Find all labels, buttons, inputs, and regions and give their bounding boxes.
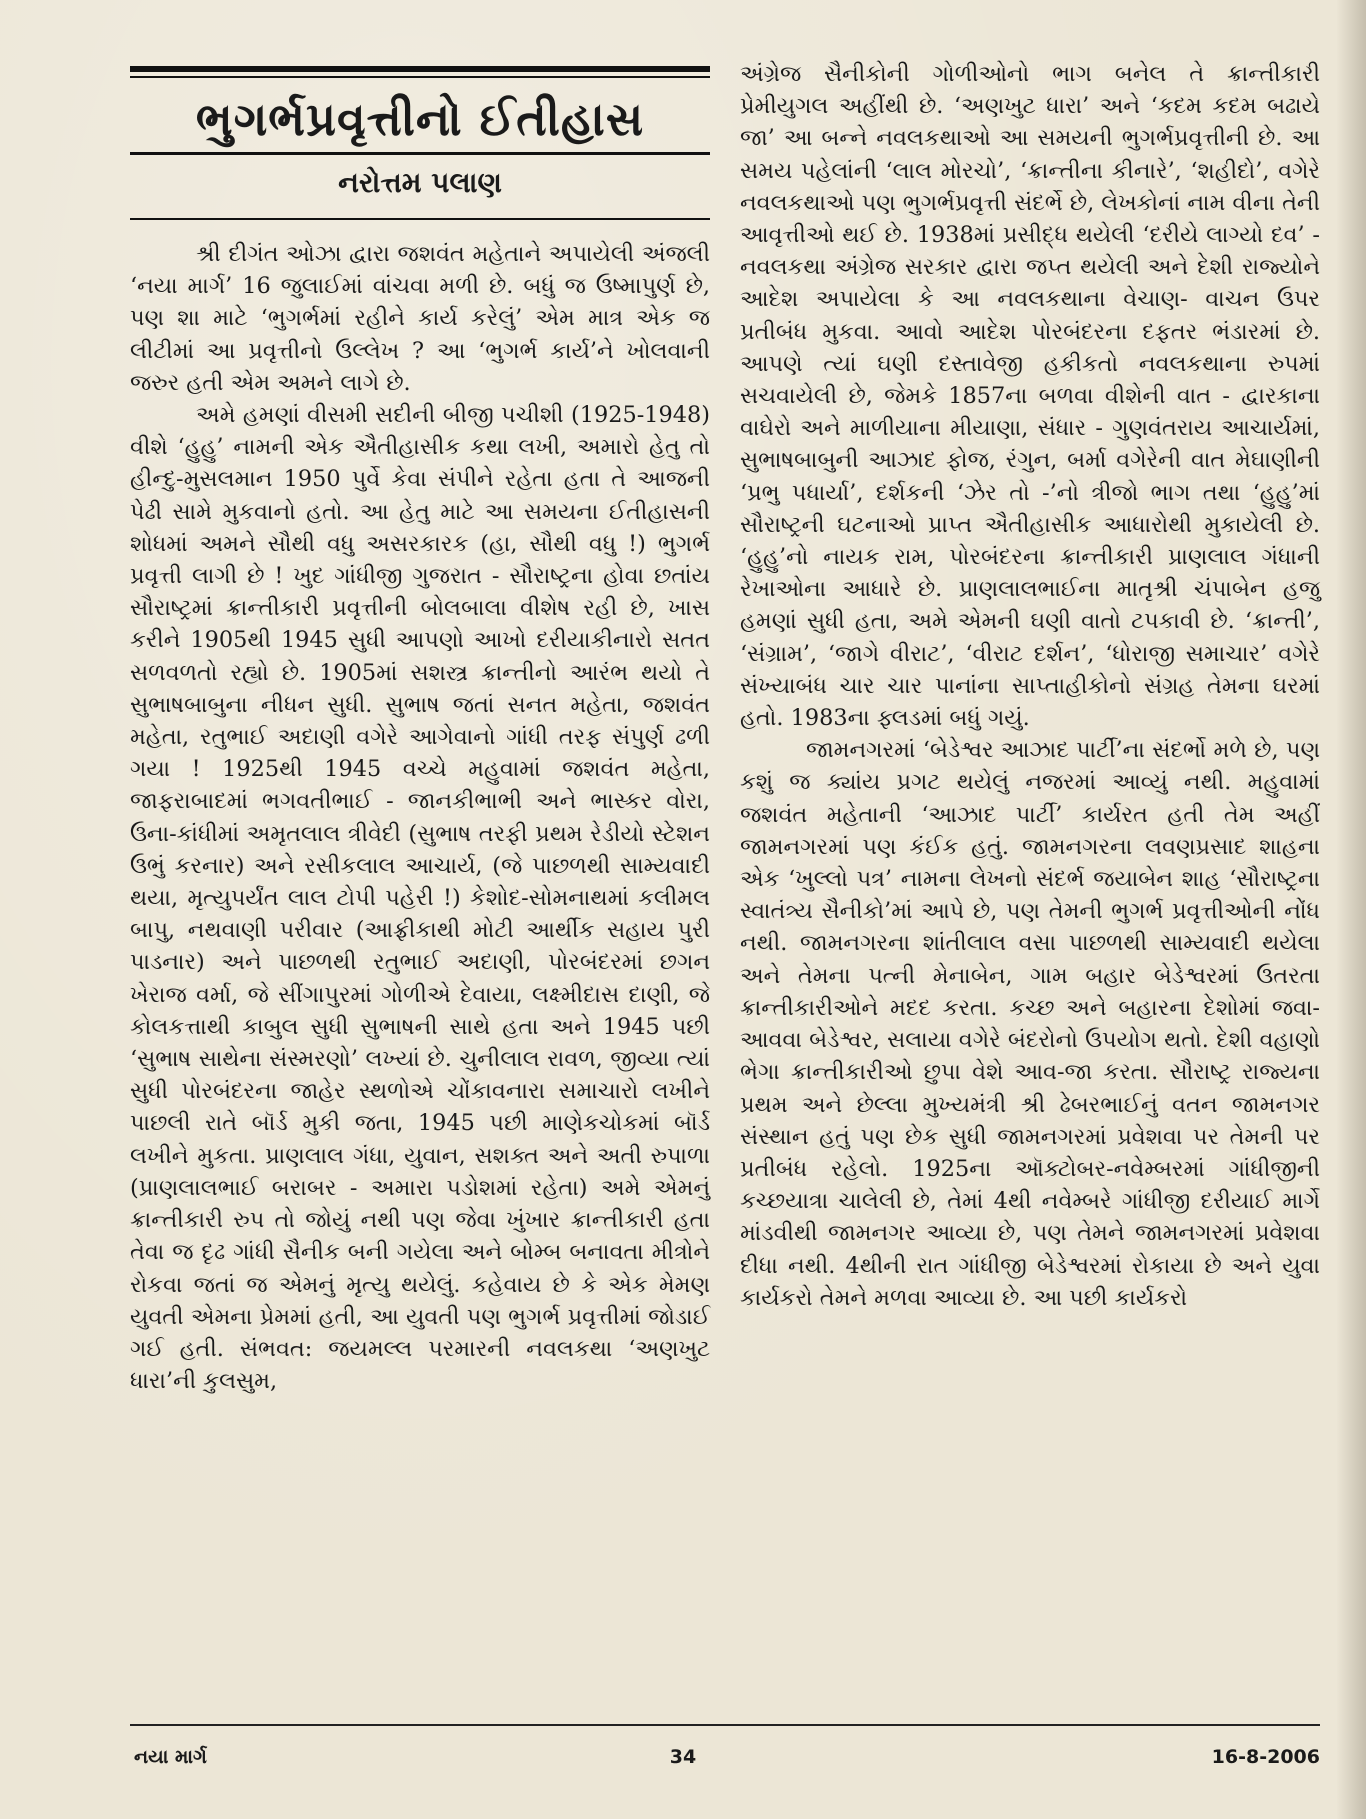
paragraph: અંગ્રેજ સૈનીકોની ગોળીઓનો ભાગ બનેલ તે ક્રાન્તીકારી પ્રેમીયુગલ અહીંથી છે. ‘અણખુટ ધારા’ અને ‘કદમ કદમ બઢાયે જા’ આ બન્ને નવલકથાઓ આ સમયની ભુગર્ભપ્રવૃત્તીની છે. આ સમય પહેલાંની ‘લાલ મોરચો’, ‘ક્રાન્તીના કીનારે’, ‘શહીદો’, વગેરે નવલકથાઓ પણ ભુગર્ભપ્રવૃત્તી સંદર્ભે છે, લેખકોનાં નામ વીના તેની આવૃત્તીઓ થઈ છે. 1938માં પ્રસીદ્ધ થયેલી ‘દરીયે લાગ્યો દવ’ - નવલકથા અંગ્રેજ સરકાર દ્વારા જપ્ત થયેલી અને દેશી રાજ્યોને આદેશ અપાયેલા કે આ નવલકથાના વેચાણ- વાચન ઉપર પ્રતીબંધ મુકવા. આવો આદેશ પોરબંદરના દફતર ભંડારમાં છે. આપણે ત્યાં ઘણી દસ્તાવેજી હકીકતો નવલકથાના રુપમાં સચવાયેલી છે, જેમકે 1857ના બળવા વીશેની વાત - દ્વારકાના વાઘેરો અને માળીયાના મીયાણા, સંધાર - ગુણવંતરાય આચાર્યમાં, સુભાષબાબુની આઝાદ ફોજ, રંગુન, બર્મા વગેરેની વાત મેઘાણીની ‘પ્રભુ પધાર્યા’, દર્શકની ‘ઝેર તો -’નો ત્રીજો ભાગ તથા ‘હુહુ’માં સૌરાષ્ટ્રની ઘટનાઓ પ્રાપ્ત ઐતીહાસીક આધારોથી મુકાયેલી છે. ‘હુહુ’નો નાયક રામ, પોરબંદરના ક્રાન્તીકારી પ્રાણલાલ ગંધાની રેખાઓના આધારે છે. પ્રાણલાલભાઈના માતૃશ્રી ચંપાબેન હજુ હમણાં સુધી હતા, અમે એમની ઘણી વાતો ટપકાવી છે. ‘ક્રાન્તી’, ‘સંગ્રામ’, ‘જાગે વીરાટ’, ‘વીરાટ દર્શન’, ‘ધોરાજી સમાચાર’ વગેરે સંખ્યાબંધ ચાર ચાર પાનાંના સાપ્તાહીકોનો સંગ્રહ તેમના ઘરમાં હતો. 1983ના ફ્લડમાં બધું ગયું. <box>740 61 1320 732</box>
right-column <box>740 58 1320 1314</box>
page-edge-shadow <box>1336 0 1366 1819</box>
title-rule-top <box>130 66 710 72</box>
title-rule-top-thin <box>130 76 710 78</box>
article-author: નરોત્તમ પલાણ <box>338 166 502 199</box>
left-column <box>130 238 710 1397</box>
footer-publication: નયા માર્ગ <box>134 1746 207 1768</box>
footer-rule <box>130 1724 1320 1726</box>
paragraph: અમે હમણાં વીસમી સદીની બીજી પચીશી (1925-1948) વીશે ‘હુહુ’ નામની એક ઐતીહાસીક કથા લખી, અમારો હેતુ તો હીન્દુ-મુસલમાન 1950 પુર્વે કેવા સંપીને રહેતા હતા તે આજની પેઢી સામે મુકવાનો હતો. આ હેતુ માટે આ સમયના ઈતીહાસની શોધમાં અમને સૌથી વધુ અસરકારક (હા, સૌથી વધુ !) ભુગર્ભ પ્રવૃત્તી લાગી છે ! ખુદ ગાંધીજી ગુજરાત - સૌરાષ્ટ્રના હોવા છતાંય સૌરાષ્ટ્રમાં ક્રાન્તીકારી પ્રવૃત્તીની બોલબાલા વીશેષ રહી છે, ખાસ કરીને 1905થી 1945 સુધી આપણો આખો દરીયાકીનારો સતત સળવળતો રહ્યો છે. 1905માં સશસ્ત્ર ક્રાન્તીનો આરંભ થયો તે સુભાષબાબુના નીધન સુધી. સુભાષ જતાં સનત મહેતા, જશવંત મહેતા, રતુભાઈ અદાણી વગેરે આગેવાનો ગાંધી તરફ સંપુર્ણ ઢળી ગયા ! 1925થી 1945 વચ્ચે મહુવામાં જશવંત મહેતા, જાફરાબાદમાં ભગવતીભાઈ - જાનકીભાભી અને ભાસ્કર વોરા, ઉના-કાંધીમાં અમૃતલાલ ત્રીવેદી (સુભાષ તરફી પ્રથમ રેડીયો સ્ટેશન ઉભું કરનાર) અને રસીકલાલ આચાર્ય, (જે પાછળથી સામ્યવાદી થયા, મૃત્યુપર્યંત લાલ ટોપી પહેરી !) કેશોદ-સોમનાથમાં કલીમલ બાપુ, નથવાણી પરીવાર (આફ્રીકાથી મોટી આર્થીક સહાય પુરી પાડનાર) અને પાછળથી રતુભાઈ અદાણી, પોરબંદરમાં છગન ખેરાજ વર્મા, જે સીંગાપુરમાં ગોળીએ દેવાયા, લક્ષ્મીદાસ દાણી, જે કોલકત્તાથી કાબુલ સુધી સુભાષની સાથે હતા અને 1945 પછી ‘સુભાષ સાથેના સંસ્મરણો’ લખ્યાં છે. ચુનીલાલ રાવળ, જીવ્યા ત્યાં સુધી પોરબંદરના જાહેર સ્થળોએ ચોંકાવનારા સમાચારો લખીને પાછલી રાતે બૉર્ડ મુકી જતા, 1945 પછી માણેકચોકમાં બૉર્ડ લખીને મુકતા. પ્રાણલાલ ગંધા, યુવાન, સશક્ત અને અતી રુપાળા (પ્રાણલાલભાઈ બરાબર - અમારા પડોશમાં રહેતા) અમે એમનું ક્રાન્તીકારી રુપ તો જોયું નથી પણ જેવા ખુંખાર ક્રાન્તીકારી હતા તેવા જ દૃઢ ગાંધી સૈનીક બની ગયેલા અને બોમ્બ બનાવતા મીત્રોને રોકવા જતાં જ એમનું મૃત્યુ થયેલું. કહેવાય છે કે એક મેમણ યુવતી એમના પ્રેમમાં હતી, આ યુવતી પણ ભુગર્ભ પ્રવૃત્તીમાં જોડાઈ ગઈ હતી. સંભવત: જયમલ્લ પરમારની નવલકથા ‘અણખુટ ધારા’ની કુલસુમ, <box>130 402 710 1395</box>
article-title: ભુગર્ભપ્રવૃત્તીનો ઈતીહાસ <box>195 92 645 146</box>
footer-page-number: 34 <box>669 1746 697 1768</box>
title-rule-bottom <box>130 152 710 155</box>
paragraph: જામનગરમાં ‘બેડેશ્વર આઝાદ પાર્ટી’ના સંદર્ભો મળે છે, પણ કશું જ ક્યાંય પ્રગટ થયેલું નજરમાં આવ્યું નથી. મહુવામાં જશવંત મહેતાની ‘આઝાદ પાર્ટી’ કાર્યરત હતી તેમ અહીં જામનગરમાં પણ કંઈક હતું. જામનગરના લવણપ્રસાદ શાહના એક ‘ખુલ્લો પત્ર’ નામના લેખનો સંદર્ભ જયાબેન શાહ ‘સૌરાષ્ટ્રના સ્વાતંત્ર્ય સૈનીકો’માં આપે છે, પણ તેમની ભુગર્ભ પ્રવૃત્તીઓની નોંધ નથી. જામનગરના શાંતીલાલ વસા પાછળથી સામ્યવાદી થયેલા અને તેમના પત્ની મેનાબેન, ગામ બહાર બેડેશ્વરમાં ઉતરતા ક્રાન્તીકારીઓને મદદ કરતા. કચ્છ અને બહારના દેશોમાં જવા-આવવા બેડેશ્વર, સલાયા વગેરે બંદરોનો ઉપયોગ થતો. દેશી વહાણો ભેગા ક્રાન્તીકારીઓ છુપા વેશે આવ-જા કરતા. સૌરાષ્ટ્ર રાજ્યના પ્રથમ અને છેલ્લા મુખ્યમંત્રી શ્રી ઢેબરભાઈનું વતન જામનગર સંસ્થાન હતું પણ છેક સુધી જામનગરમાં પ્રવેશવા પર તેમની પર પ્રતીબંધ રહેલો. 1925ના ઑક્ટોબર-નવેમ્બરમાં ગાંધીજીની કચ્છયાત્રા ચાલેલી છે, તેમાં 4થી નવેમ્બરે ગાંધીજી દરીયાઈ માર્ગે માંડવીથી જામનગર આવ્યા છે, પણ તેમને જામનગરમાં પ્રવેશવા દીધા નથી. 4થીની રાત ગાંધીજી બેડેશ્વરમાં રોકાયા છે અને યુવા કાર્યકરો તેમને મળવા આવ્યા છે. આ પછી કાર્યકરો <box>740 737 1320 1311</box>
footer-date: 16-8-2006 <box>1211 1746 1320 1768</box>
author-rule <box>130 218 710 220</box>
paragraph: શ્રી દીગંત ઓઝા દ્વારા જશવંત મહેતાને અપાયેલી અંજલી ‘નયા માર્ગ’ 16 જુલાઈમાં વાંચવા મળી છે. બધું જ ઉષ્માપુર્ણ છે, પણ શા માટે ‘ભુગર્ભમાં રહીને કાર્ય કરેલું’ એમ માત્ર એક જ લીટીમાં આ પ્રવૃત્તીનો ઉલ્લેખ ? આ ‘ભુગર્ભ કાર્ય’ને ખોલવાની જરુર હતી એમ અમને લાગે છે. <box>130 241 710 396</box>
